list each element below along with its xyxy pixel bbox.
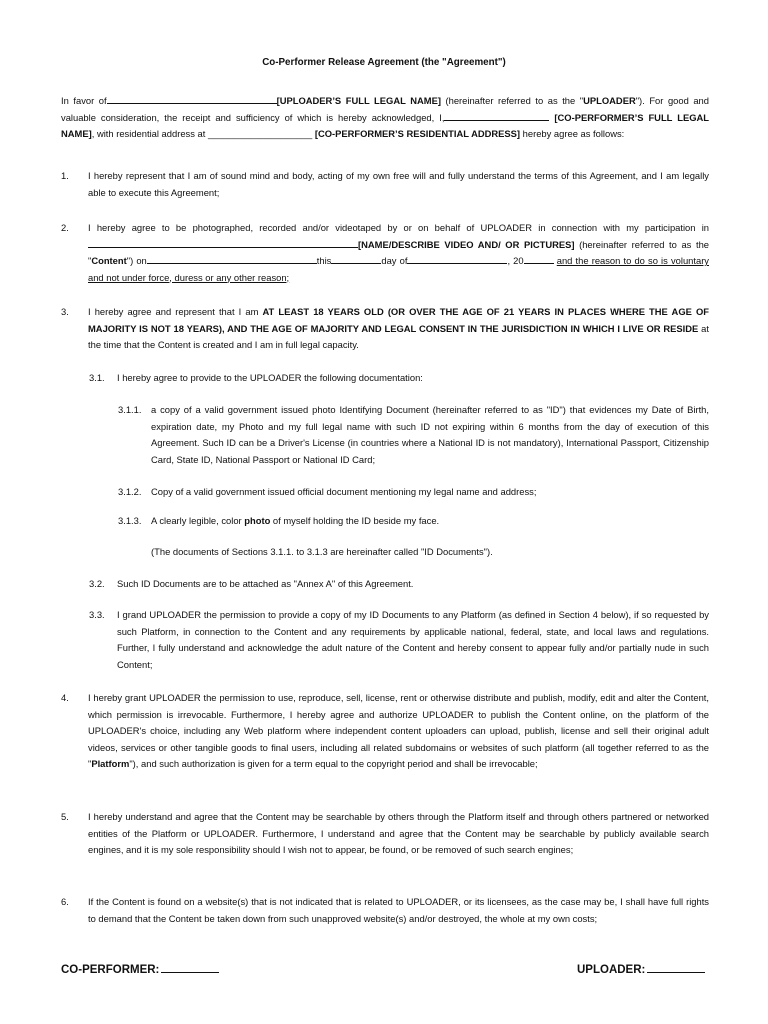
clause-number: 3.1.	[89, 372, 105, 383]
clause-text-part: this	[316, 255, 332, 266]
clause-text-part: I hereby agree and represent that I am	[88, 306, 263, 317]
intro-text: In favor of	[61, 95, 107, 106]
coperformer-name-blank	[444, 110, 549, 121]
uploader-signature-label: UPLOADER:	[577, 964, 646, 976]
clause-3-1	[89, 370, 709, 387]
clause-text	[88, 304, 709, 354]
coperformer-name-placeholder: [CO-PERFORMER’S FULL LEGAL NAME]	[61, 111, 709, 139]
photo-term: photo	[244, 515, 271, 526]
clause-text: I hereby understand and agree that the Content may be searchable by others through the Platform itself and through others partnered or networked entities of the Platform or UPLOADER. Furthermore, I understand and agree that the Content may be searchable by publicly available search engines, and it is my sole responsibility should I wish not to appear, be found, or be removed of such search engines;	[88, 811, 709, 855]
clause-text	[88, 220, 709, 286]
clause-number: 3.	[61, 306, 69, 317]
clause-3-1-2	[118, 484, 709, 501]
clause-text: a copy of a valid government issued photo Identifying Document (hereinafter referred to as "ID") that evidences my Date of Birth, expiration date, my Photo and my full legal name with such ID not expiring within 6 months from the day of execution of this Agreement. Such ID can be a Driver's License (in countries where a National ID is not mandatory), International Passport, Citizenship Card, State ID, National Passport or National ID Card;	[151, 404, 709, 465]
month-blank	[407, 253, 507, 264]
clause-number: 3.2.	[89, 578, 105, 589]
intro-text: hereby agree as follows:	[520, 128, 625, 139]
clause-number: 4.	[61, 692, 69, 703]
clause-text	[151, 513, 709, 530]
clause-number: 6.	[61, 896, 69, 907]
intro-text: "). For good and valuable consideration, the receipt and sufficiency of which is hereby acknowledged, I,	[61, 95, 709, 123]
clause-text-part: , 20	[507, 255, 524, 266]
clause-text: If the Content is found on a website(s) that is not indicated that is related to UPLOADER, or its licensees, as the case may be, I shall have full rights to demand that the Content be taken down from such unapproved website(s) and/or destroyed, the whole at my own costs;	[88, 896, 709, 924]
age-requirement: AT LEAST 18 YEARS OLD (OR OVER THE AGE OF 21 YEARS IN PLACES WHERE THE AGE OF MAJORITY IS NOT 18 YEARS), AND THE AGE OF MAJORITY AND LEGAL CONSENT IN THE JURISDICTION IN WHICH I LIVE OR RESIDE	[88, 306, 709, 334]
content-term: Content	[91, 255, 127, 266]
uploader-name-blank	[107, 93, 277, 104]
uploader-signature-line[interactable]	[647, 960, 705, 973]
uploader-name-placeholder: [UPLOADER’S FULL LEGAL NAME]	[276, 95, 441, 106]
clause-text: I grand UPLOADER the permission to provide a copy of my ID Documents to any Platform (as defined in Section 4 below), if so requested by such Platform, in connection to the Content and any requirements by applicable national, federal, state, and local laws and regulations. Further, I fully understand and acknowledge the adult nature of the Content and hereby consent to appear fully and/or partially nude in such Content;	[117, 609, 709, 670]
clause-text	[88, 690, 709, 773]
clause-text-part: I hereby agree to be photographed, recorded and/or videotaped by or on behalf of UPLOADER in connection with my participation in	[88, 222, 709, 233]
document-title: Co-Performer Release Agreement (the "Agreement")	[262, 57, 506, 68]
intro-text: (hereinafter referred to as the "	[440, 95, 584, 106]
clause-number: 3.1.1.	[118, 404, 142, 415]
clause-number: 3.3.	[89, 609, 105, 620]
intro-paragraph	[61, 93, 709, 143]
clause-4	[61, 690, 709, 773]
clause-text-part: of myself holding the ID beside my face.	[270, 515, 440, 526]
clause-6	[61, 894, 709, 927]
clause-text-part: day of	[381, 255, 408, 266]
content-description-blank	[88, 237, 358, 248]
clause-text-part: ") on	[126, 255, 147, 266]
clause-text-part: "), and such authorization is given for a term equal to the copyright period and shall be irrevocable;	[129, 758, 538, 769]
day-blank	[331, 253, 381, 264]
clause-3-1-1	[118, 402, 709, 468]
platform-term: Platform	[91, 758, 130, 769]
clause-number: 1.	[61, 170, 69, 181]
clause-number: 2.	[61, 222, 69, 233]
year-blank	[524, 253, 554, 264]
clause-text-part: at the time that the Content is created and I am in full legal capacity.	[88, 322, 709, 350]
clause-text: I hereby represent that I am of sound mind and body, acting of my own free will and fully understand the terms of this Agreement, and I am legally able to execute this Agreement;	[88, 170, 709, 198]
clause-text-part: (hereinafter referred to as the "	[88, 238, 710, 266]
clause-2	[61, 220, 709, 286]
uploader-signature	[577, 960, 705, 979]
clause-text: Copy of a valid government issued official document mentioning my legal name and address;	[151, 486, 537, 497]
clause-text-part: A clearly legible, color	[151, 515, 245, 526]
intro-text: , with residential address at ____________________	[91, 128, 315, 139]
coperformer-address-placeholder: [CO-PERFORMER’S RESIDENTIAL ADDRESS]	[314, 128, 521, 139]
clause-number: 3.1.2.	[118, 486, 142, 497]
date-blank	[147, 253, 317, 264]
clause-number: 3.1.3.	[118, 515, 142, 526]
clause-number: 5.	[61, 811, 69, 822]
voluntary-statement: and the reason to do so is voluntary and not under force, duress or any other reason;	[88, 255, 709, 283]
clause-text: Such ID Documents are to be attached as "Annex A" of this Agreement.	[117, 578, 414, 589]
coperformer-signature-label: CO-PERFORMER:	[61, 964, 160, 976]
coperformer-signature	[61, 960, 219, 979]
clause-3-3	[89, 607, 709, 673]
clause-3	[61, 304, 709, 354]
uploader-term: UPLOADER	[583, 95, 636, 106]
coperformer-signature-line[interactable]	[161, 960, 219, 973]
clause-3-1-3	[118, 513, 709, 530]
clause-1	[61, 168, 709, 201]
content-description-placeholder: [NAME/DESCRIBE VIDEO AND/ OR PICTURES]	[358, 238, 575, 250]
id-documents-note: (The documents of Sections 3.1.1. to 3.1.3 are hereinafter called "ID Documents").	[151, 546, 493, 557]
clause-text: I hereby agree to provide to the UPLOADER the following documentation:	[117, 372, 423, 383]
clause-5	[61, 809, 709, 859]
clause-text-part: I hereby grant UPLOADER the permission to use, reproduce, sell, license, rent or otherwise distribute and publish, modify, edit and alter the Content, which permission is irrevocable. Furthermore, I hereby agree and authorize UPLOADER to publish the Content online, on the platform of the UPLOADER's choice, including any Web platform where independent content uploaders can upload, publish, license and sell their original adult videos, services or other tangible goods to final users, including all related subdomains or websites of such platform (all together referred to as the "	[88, 692, 709, 769]
clause-3-2	[89, 576, 709, 593]
